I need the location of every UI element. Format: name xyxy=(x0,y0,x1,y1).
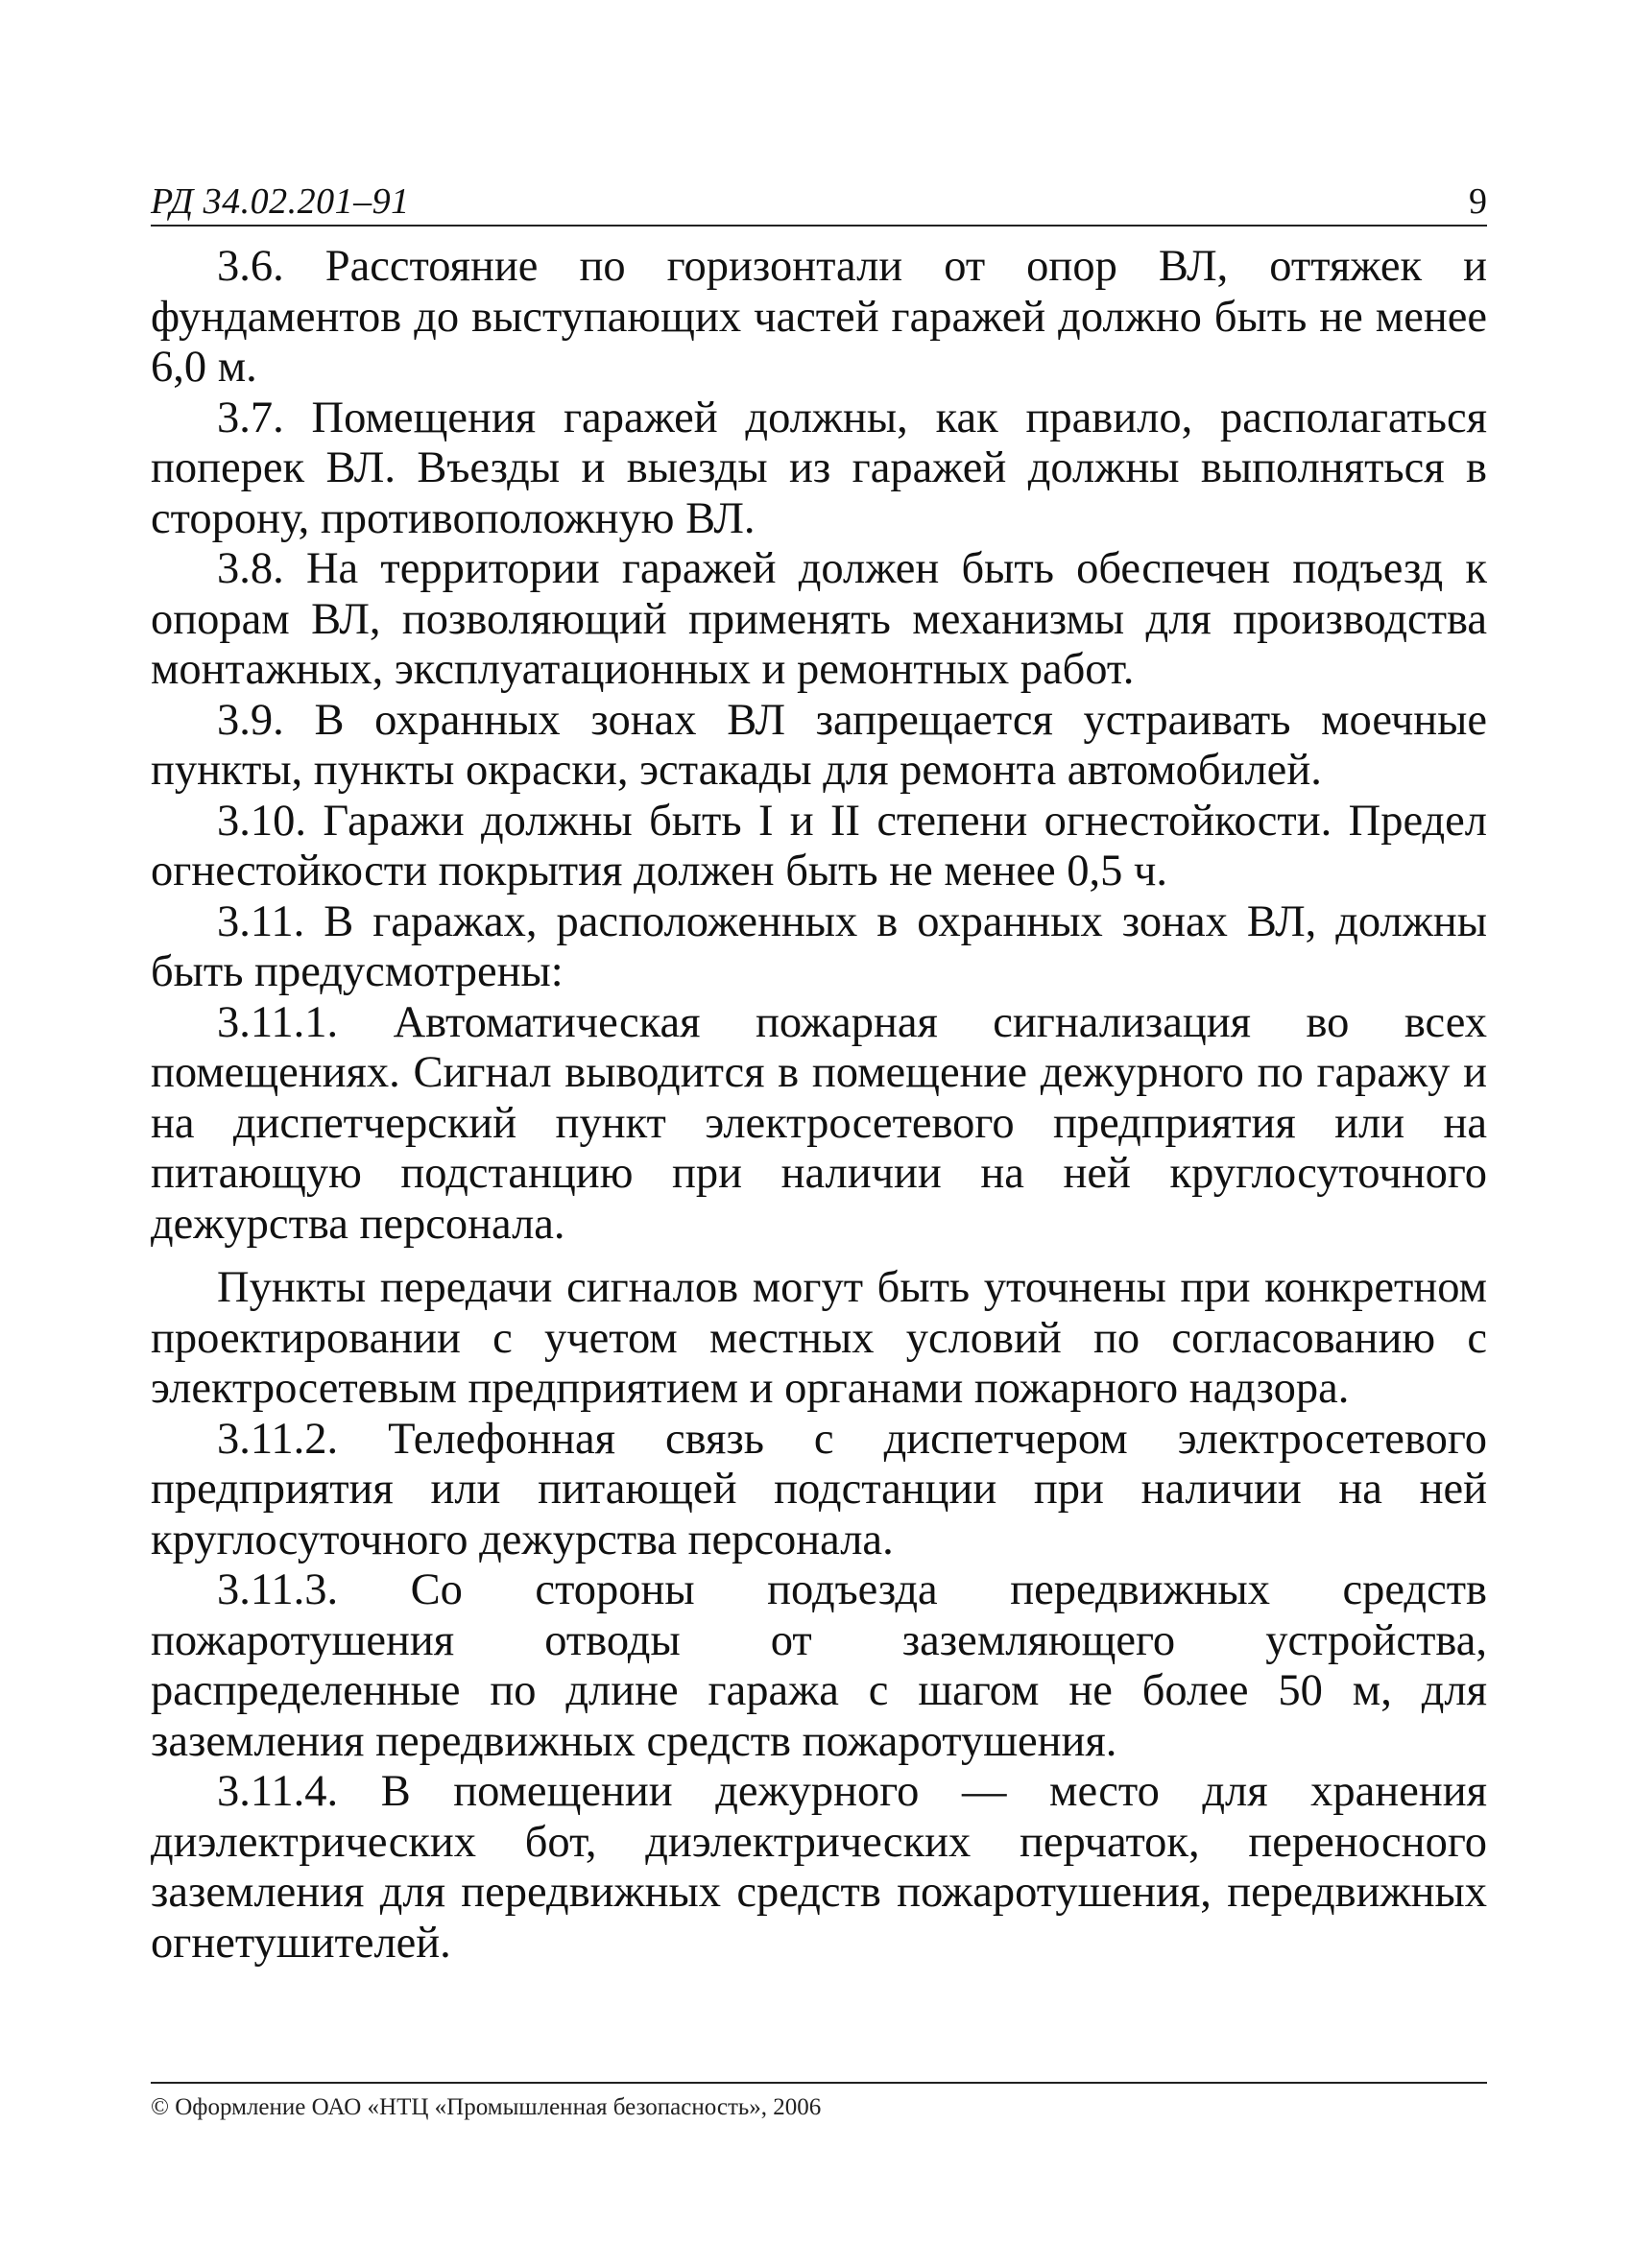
header-divider xyxy=(151,225,1487,227)
footer-divider xyxy=(151,2082,1487,2084)
body-text xyxy=(151,242,1487,1969)
paragraph-3-11: 3.11. В гаражах, расположенных в охранных зонах ВЛ, должны быть предусмотрены: xyxy=(151,896,1487,996)
page-number: 9 xyxy=(1469,181,1487,222)
paragraph-3-11-2: 3.11.2. Телефонная связь с диспетчером электросетевого предприятия или питающей подстанции при наличии на ней круглосуточного дежурства персонала. xyxy=(151,1414,1487,1564)
document-code: РД 34.02.201–91 xyxy=(151,181,410,222)
paragraph-3-11-4: 3.11.4. В помещении дежурного — место для хранения диэлектрических бот, диэлектрических перчаток, переносного заземления для передвижных средств пожаротушения, передвижных огнетушителей. xyxy=(151,1767,1487,1968)
footer-copyright: © Оформление ОАО «НТЦ «Промышленная безопасность», 2006 xyxy=(151,2094,822,2120)
paragraph-3-11-3: 3.11.3. Со стороны подъезда передвижных средств пожаротушения отводы от заземляющего устройства, распределенные по длине гаража с шагом не более 50 м, для заземления передвижных средств пожаротушения. xyxy=(151,1565,1487,1766)
paragraph-3-8: 3.8. На территории гаражей должен быть обеспечен подъезд к опорам ВЛ, позволяющий применять механизмы для производства монтажных, эксплуатационных и ремонтных работ. xyxy=(151,544,1487,694)
paragraph-3-9: 3.9. В охранных зонах ВЛ запрещается устраивать моечные пункты, пункты окраски, эстакады для ремонта автомобилей. xyxy=(151,695,1487,795)
paragraph-3-7: 3.7. Помещения гаражей должны, как правило, располагаться поперек ВЛ. Въезды и выезды из гаражей должны выполняться в сторону, противоположную ВЛ. xyxy=(151,393,1487,543)
page-header xyxy=(151,179,1487,225)
paragraph-3-11-1: 3.11.1. Автоматическая пожарная сигнализация во всех помещениях. Сигнал выводится в помещение дежурного по гаражу и на диспетчерский пункт электросетевого предприятия или на питающую подстанцию при наличии на ней круглосуточного дежурства персонала. xyxy=(151,997,1487,1249)
paragraph-signal-points: Пункты передачи сигналов могут быть уточнены при конкретном проектировании с учетом местных условий по согласованию с электросетевым предприятием и органами пожарного надзора. xyxy=(151,1263,1487,1413)
paragraph-3-10: 3.10. Гаражи должны быть I и II степени огнестойкости. Предел огнестойкости покрытия должен быть не менее 0,5 ч. xyxy=(151,796,1487,895)
paragraph-3-6: 3.6. Расстояние по горизонтали от опор ВЛ, оттяжек и фундаментов до выступающих частей гаражей должно быть не менее 6,0 м. xyxy=(151,242,1487,392)
